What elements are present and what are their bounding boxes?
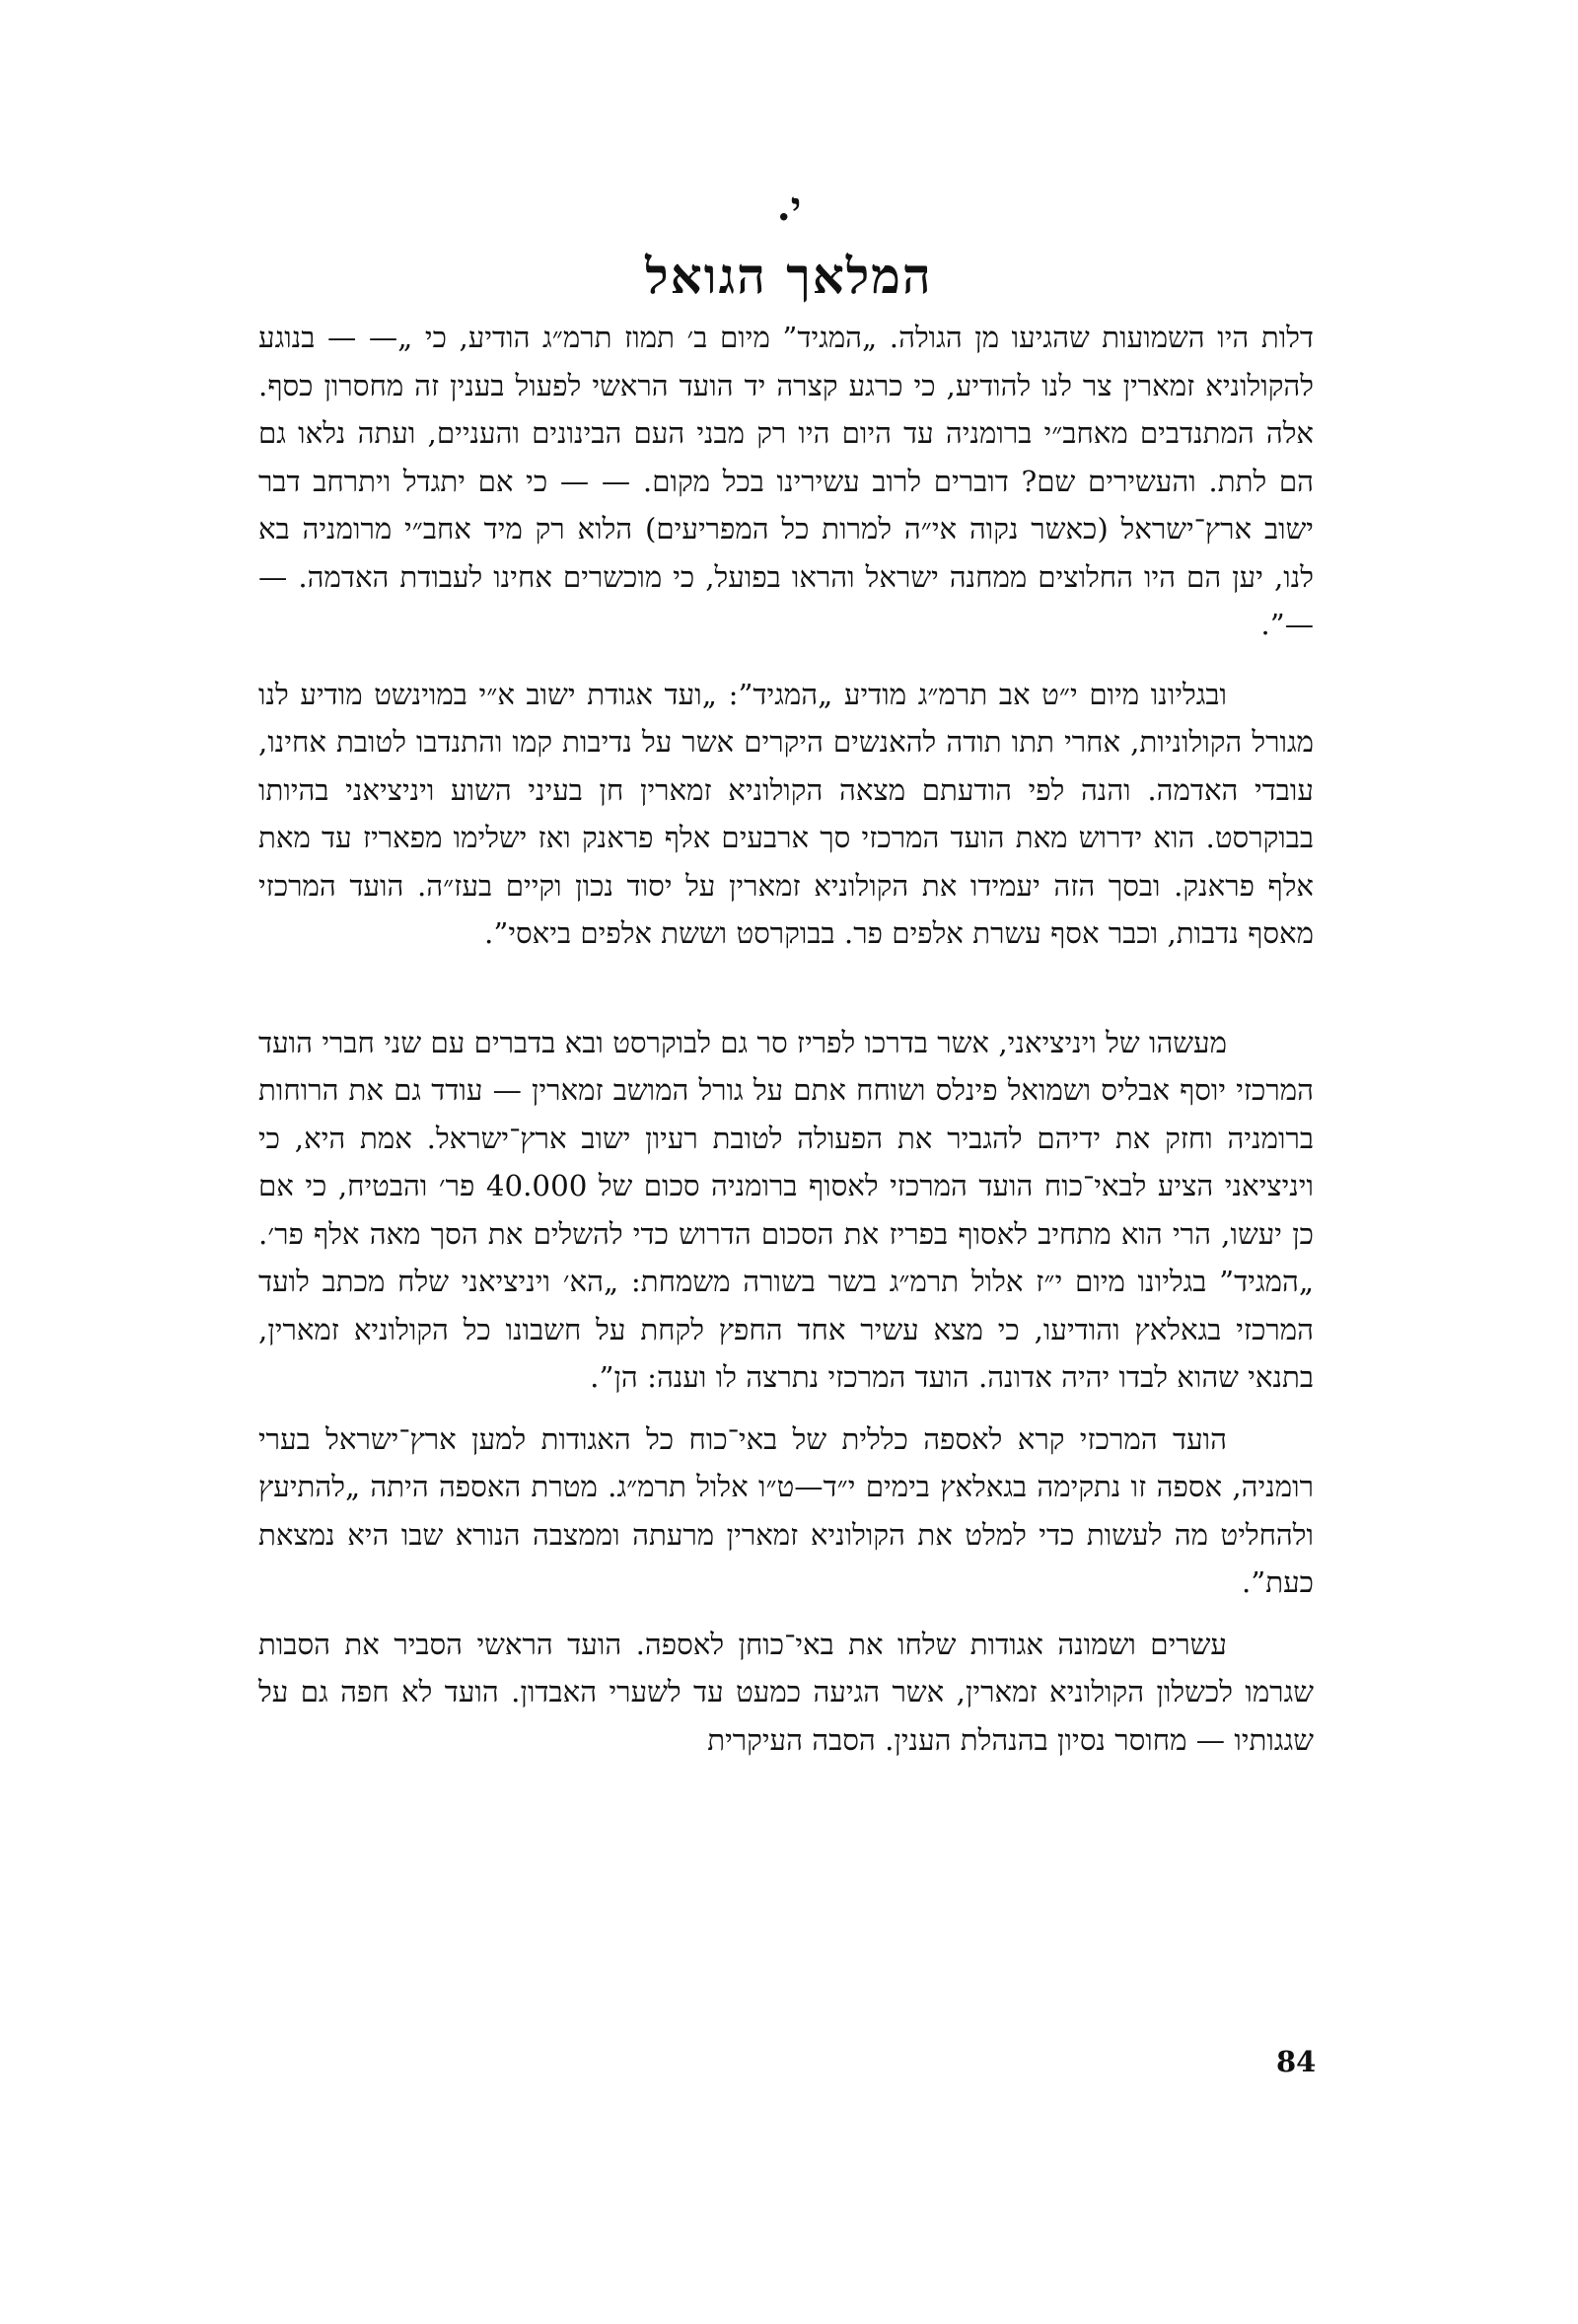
chapter-title: המלאך הגואל	[645, 247, 933, 305]
paragraph-4: הועד המרכזי קרא לאספה כללית של באי־כוח כל האגודות למען ארץ־ישראל בערי רומניה, אספה זו נתקימה בגאלאץ בימים י״ד—ט״ו אלול תרמ״ג. מטרת האספה היתה „להתיעץ ולהחליט מה לעשות כדי למלט את הקולוניא זמארין מרעתה וממצבה הנורא שבו היא נמצאת כעת”.	[258, 1421, 1314, 1599]
paragraph-3: מעשהו של ויניציאני, אשר בדרכו לפריז סר גם לבוקרסט ובא בדברים עם שני חברי הועד המרכזי יוסף אבליס ושמואל פינלס ושוחח אתם על גורל המושב זמארין — עודד גם את הרוחות ברומניה וחזק את ידיהם להגביר את הפעולה לטובת רעיון ישוב ארץ־ישראל. אמת היא, כי ויניציאני הציע לבאי־כוח הועד המרכזי לאסוף ברומניה סכום של 40.000 פר׳ והבטיח, כי אם כן יעשו, הרי הוא מתחיב לאסוף בפריז את הסכום הדרוש כדי להשלים את הסך מאה אלף פר׳. „המגיד” בגליונו מיום י״ז אלול תרמ״ג בשר בשורה משמחת: „הא׳ ויניציאני שלח מכתב לועד המרכזי בגאלאץ והודיעו, כי מצא עשיר אחד החפץ לקחת על חשבונו כל הקולוניא זמארין, בתנאי שהוא לבדו יהיה אדונה. הועד המרכזי נתרצה לו וענה: הן”.	[258, 1025, 1314, 1394]
body-text	[258, 314, 1314, 1764]
paragraph-5: עשרים ושמונה אגודות שלחו את באי־כוחן לאספה. הועד הראשי הסביר את הסבות שגרמו לכשלון הקולוניא זמארין, אשר הגיעה כמעט עד לשערי האבדון. הועד לא חפה גם על שגגותיו — מחוסר נסיון בהנהלת הענין. הסבה העיקרית	[258, 1627, 1314, 1757]
paragraph-2: ובגליונו מיום י״ט אב תרמ״ג מודיע „המגיד”: „ועד אגודת ישוב א״י במוינשט מודיע לנו מגורל הקולוניות, אחרי תתו תודה להאנשים היקרים אשר על נדיבות קמו והתנדבו לטובת אחינו, עובדי האדמה. והנה לפי הודעתם מצאה הקולוניא זמארין חן בעיני השוע ויניציאני בהיותו בבוקרסט. הוא ידרוש מאת הועד המרכזי סך ארבעים אלף פראנק ואז ישלימו מפאריז עד מאת אלף פראנק. ובסך הזה יעמידו את הקולוניא זמארין על יסוד נכון וקיים בעז״ה. הועד המרכזי מאסף נדבות, וכבר אסף עשרת אלפים פר. בבוקרסט וששת אלפים ביאסי”.	[258, 677, 1314, 950]
page-number: 84	[1276, 2045, 1317, 2078]
chapter-number: י.	[776, 183, 802, 230]
paragraph-1: דלות היו השמועות שהגיעו מן הגולה. „המגיד” מיום ב׳ תמוז תרמ״ג הודיע, כי „— — בנוגע להקולוניא זמארין צר לנו להודיע, כי כרגע קצרה יד הועד הראשי לפעול בענין זה מחסרון כסף. אלה המתנדבים מאחב״י ברומניה עד היום היו רק מבני העם הבינונים והעניים, ועתה נלאו גם הם לתת. והעשירים שם? דוברים לרוב עשירינו בכל מקום. — — כי אם יתגדל ויתרחב דבר ישוב ארץ־ישראל (כאשר נקוה אי״ה למרות כל המפריעים) הלוא רק מיד אחב״י מרומניה בא לנו, יען הם היו החלוצים ממחנה ישראל והראו בפועל, כי מוכשרים אחינו לעבודת האדמה. — —”.	[258, 321, 1314, 641]
